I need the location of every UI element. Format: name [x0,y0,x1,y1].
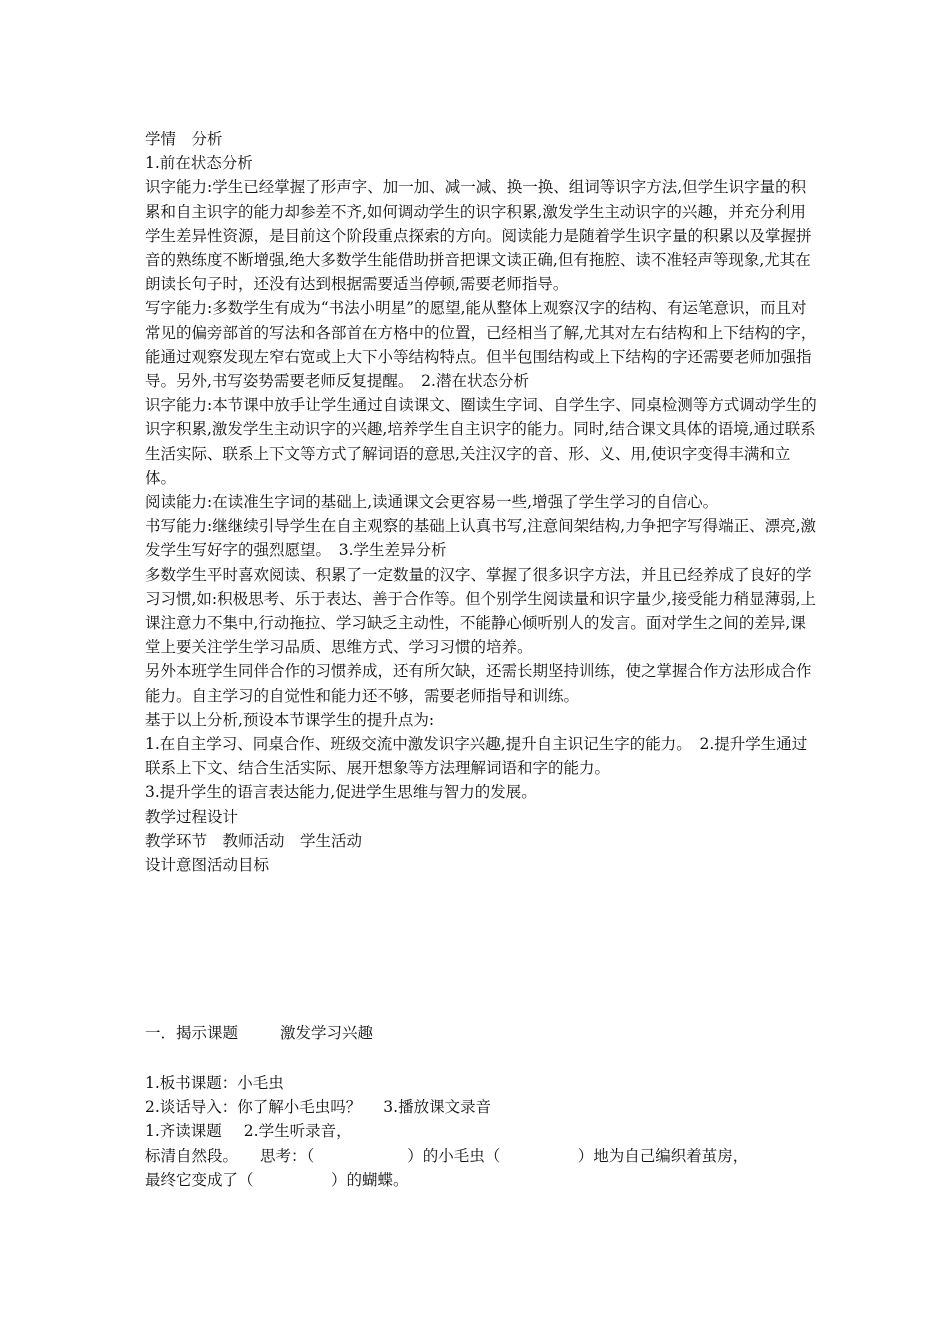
paragraph: 基于以上分析,预设本节课学生的提升点为: [145,710,435,729]
activity-line [145,1095,820,1119]
paragraph: 识字能力:本节课中放手让学生通过自读课文、圈读生字词、自学生字、同桌检测等方式调动学生的识字积累,激发学生主动识字的兴趣,培养学生自主识字的能力。同时,结合课文具体的语境,通过联系生活实际、联系上下文等方式了解词语的意思,关注汉字的音、形、义、用,使识字变得丰满和立体。 [145,396,817,487]
activity-text: 1.齐读课题 [145,1122,222,1141]
paragraph: 多数学生平时喜欢阅读、积累了一定数量的汉字、掌握了很多识字方法，并且已经养成了良好的学习习惯,如:积极思考、乐于表达、善于合作等。但个别学生阅读量和识字量少,接受能力稍显薄弱,上课注意力不集中,行动拖拉、学习缺乏主动性，不能静心倾听别人的发言。面对学生之间的差异,课堂上要关注学生学习品质、思维方式、学习习惯的培养。 [145,565,817,657]
section-title: 揭示课题 [176,1024,239,1042]
analysis-heading: 学情 分析 [145,130,223,148]
activity-line [145,1119,820,1143]
activity-text: 2.学生听录音， [243,1122,352,1141]
paragraph: 教学过程设计 [145,807,239,826]
paragraph: 另外本班学生同伴合作的习惯养成，还有所欠缺，还需长期坚持训练，使之掌握合作方法形成合作能力。自主学习的自觉性和能力还不够，需要老师指导和训练。 [145,662,812,705]
paragraph: 写字能力:多数学生有成为“书法小明星”的愿望,能从整体上观察汉字的结构、有运笔意识，而且对常见的偏旁部首的写法和各部首在方格中的位置，已经相当了解,尤其对左右结构和上下结构的字，能通过观察发现左窄右宽或上大下小等结构特点。但半包围结构或上下结构的字还需要老师加强指导。另外,书写姿势需要老师反复提醒。 2.潜在状态分析 [145,299,817,391]
activity-line: 1.板书课题：小毛虫 [145,1074,284,1092]
section-number: 一． [145,1024,177,1042]
activity-line: 最终它变成了（ ）的蝴蝶。 [145,1170,409,1189]
activity-line [145,1144,820,1168]
activity-text: 思考：（ ）的小毛虫（ ）地为自己编织着茧房， [260,1146,749,1165]
paragraph: 3.提升学生的语言表达能力,促进学生思维与智力的发展。 [145,783,537,802]
activity-text: 3.播放课文录音 [383,1098,492,1117]
paragraph: 书写能力:继继续引导学生在自主观察的基础上认真书写,注意间架结构,力争把字写得端正、漂亮,激发学生写好字的强烈愿望。 3.学生差异分析 [145,517,817,560]
paragraph: 1.前在状态分析 [145,154,253,173]
section-subtitle: 激发学习兴趣 [280,1024,374,1042]
activity-text: 标清自然段。 [145,1146,239,1165]
paragraph: 阅读能力:在读准生字词的基础上,读通课文会更容易一些,增强了学生学习的自信心。 [145,493,719,512]
activities-section [145,1071,820,1192]
paragraph: 设计意图活动目标 [145,856,270,875]
paragraph: 1.在自主学习、同桌合作、班级交流中激发识字兴趣,提升自主识记生字的能力。 2.提升学生通过联系上下文、结合生活实际、展开想象等方法理解词语和字的能力。 [145,735,808,778]
paragraph: 识字能力:学生已经掌握了形声字、加一加、减一减、换一换、组词等识字方法,但学生识字量的积累和自主识字的能力却参差不齐,如何调动学生的识字积累,激发学生主动识字的兴趣，并充分利用学生差异性资源，是目前这个阶段重点探索的方向。阅读能力是随着学生识字量的积累以及掌握拼音的熟练度不断增强,绝大多数学生能借助拼音把课文读正确,但有拖腔、读不准轻声等现象,尤其在朗读长句子时，还没有达到根据需要适当停顿,需要老师指导。 [145,178,812,294]
section-heading [145,1021,820,1045]
activity-text: 2.谈话导入：你了解小毛虫吗？ [145,1098,362,1117]
analysis-section [145,127,820,877]
paragraph: 教学环节 教师活动 学生活动 [145,831,363,850]
